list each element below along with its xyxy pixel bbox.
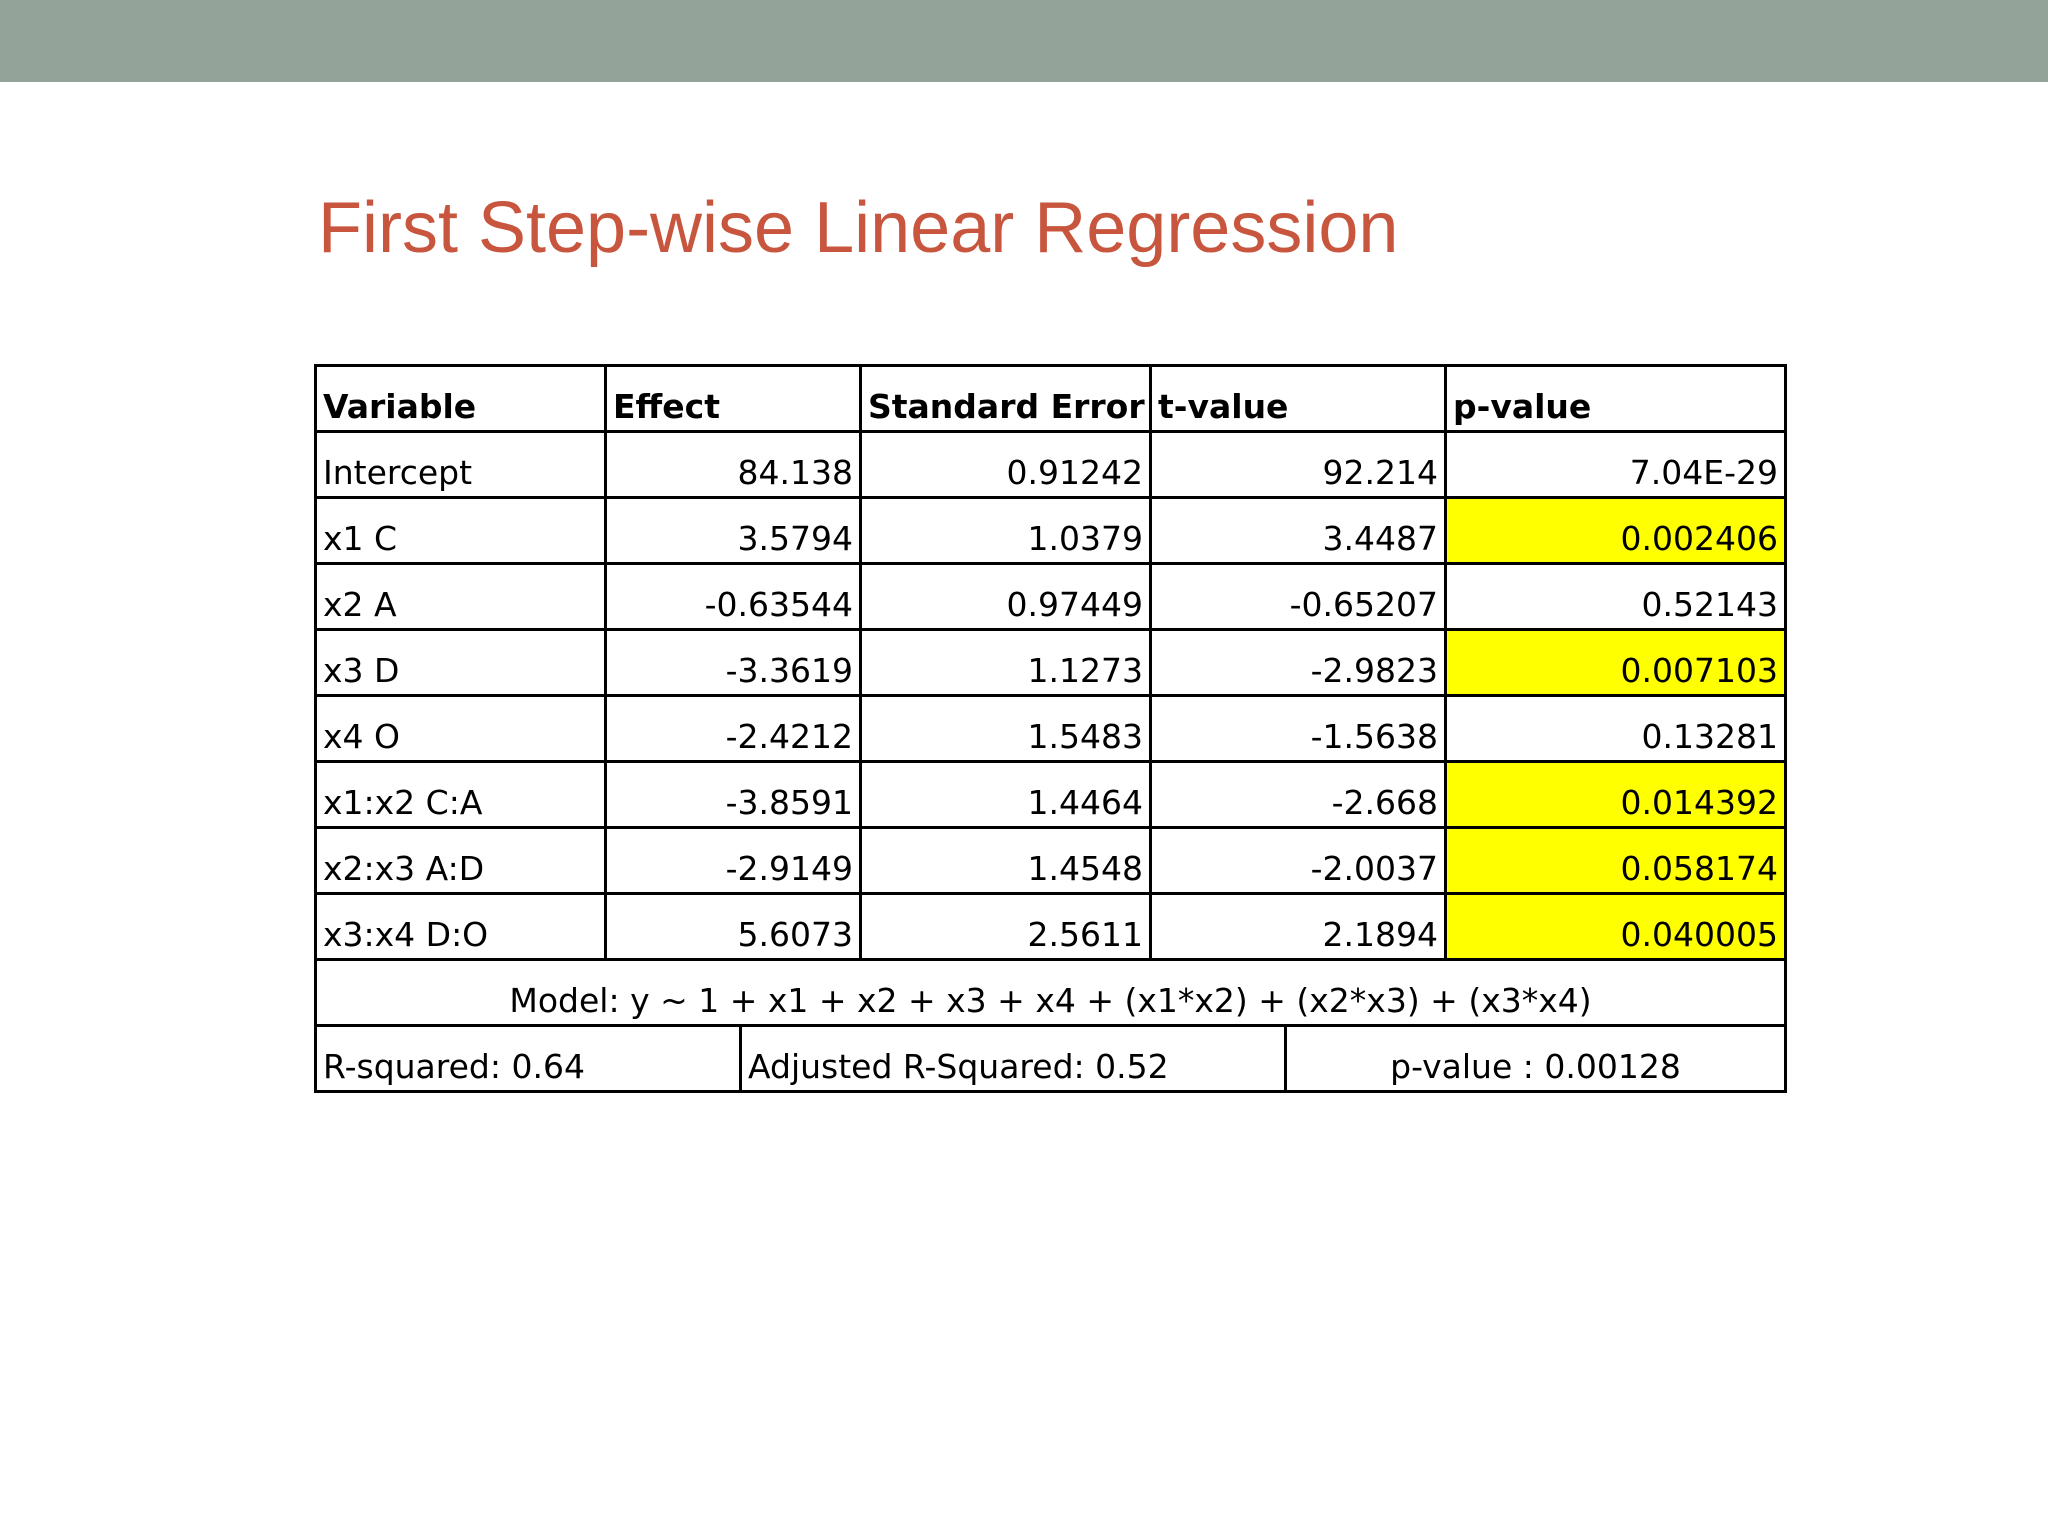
top-band bbox=[0, 0, 2048, 82]
p-value-cell-highlighted: 0.002406 bbox=[1446, 498, 1786, 564]
variable-cell: Intercept bbox=[316, 432, 606, 498]
regression-table bbox=[314, 364, 1787, 1093]
t-value-cell: -2.0037 bbox=[1151, 828, 1446, 894]
effect-cell: -3.8591 bbox=[606, 762, 861, 828]
effect-cell: -2.9149 bbox=[606, 828, 861, 894]
p-value-cell-highlighted: 0.007103 bbox=[1446, 630, 1786, 696]
std-error-cell: 1.5483 bbox=[861, 696, 1151, 762]
header-p-value: p-value bbox=[1446, 366, 1786, 432]
table-row bbox=[316, 894, 1786, 960]
p-value-cell: 0.13281 bbox=[1446, 696, 1786, 762]
std-error-cell: 1.0379 bbox=[861, 498, 1151, 564]
effect-cell: 3.5794 bbox=[606, 498, 861, 564]
t-value-cell: 92.214 bbox=[1151, 432, 1446, 498]
header-row bbox=[316, 366, 1786, 432]
header-standard-error: Standard Error bbox=[861, 366, 1151, 432]
p-value-cell-highlighted: 0.014392 bbox=[1446, 762, 1786, 828]
model-formula: Model: y ~ 1 + x1 + x2 + x3 + x4 + (x1*x2) + (x2*x3) + (x3*x4) bbox=[316, 960, 1786, 1026]
header-t-value: t-value bbox=[1151, 366, 1446, 432]
table-row bbox=[316, 564, 1786, 630]
model-row bbox=[316, 960, 1786, 1026]
t-value-cell: 3.4487 bbox=[1151, 498, 1446, 564]
table-row bbox=[316, 498, 1786, 564]
table-row bbox=[316, 432, 1786, 498]
std-error-cell: 0.97449 bbox=[861, 564, 1151, 630]
std-error-cell: 1.4464 bbox=[861, 762, 1151, 828]
effect-cell: -2.4212 bbox=[606, 696, 861, 762]
std-error-cell: 1.1273 bbox=[861, 630, 1151, 696]
p-value-cell-highlighted: 0.058174 bbox=[1446, 828, 1786, 894]
std-error-cell: 1.4548 bbox=[861, 828, 1151, 894]
r-squared: R-squared: 0.64 bbox=[316, 1026, 741, 1092]
slide-title: First Step-wise Linear Regression bbox=[318, 188, 1399, 268]
t-value-cell: -2.9823 bbox=[1151, 630, 1446, 696]
p-value-cell: 0.52143 bbox=[1446, 564, 1786, 630]
t-value-cell: -0.65207 bbox=[1151, 564, 1446, 630]
summary-row bbox=[316, 1026, 1786, 1092]
std-error-cell: 2.5611 bbox=[861, 894, 1151, 960]
p-value-cell-highlighted: 0.040005 bbox=[1446, 894, 1786, 960]
t-value-cell: -2.668 bbox=[1151, 762, 1446, 828]
header-effect: Effect bbox=[606, 366, 861, 432]
p-value-cell: 7.04E-29 bbox=[1446, 432, 1786, 498]
adjusted-r-squared: Adjusted R-Squared: 0.52 bbox=[741, 1026, 1286, 1092]
table-row bbox=[316, 762, 1786, 828]
table-row bbox=[316, 828, 1786, 894]
table-row bbox=[316, 696, 1786, 762]
header-variable: Variable bbox=[316, 366, 606, 432]
effect-cell: -3.3619 bbox=[606, 630, 861, 696]
effect-cell: 84.138 bbox=[606, 432, 861, 498]
variable-cell: x3 D bbox=[316, 630, 606, 696]
variable-cell: x2 A bbox=[316, 564, 606, 630]
variable-cell: x1 C bbox=[316, 498, 606, 564]
table-row bbox=[316, 630, 1786, 696]
variable-cell: x1:x2 C:A bbox=[316, 762, 606, 828]
model-p-value: p-value : 0.00128 bbox=[1286, 1026, 1786, 1092]
std-error-cell: 0.91242 bbox=[861, 432, 1151, 498]
t-value-cell: 2.1894 bbox=[1151, 894, 1446, 960]
effect-cell: -0.63544 bbox=[606, 564, 861, 630]
variable-cell: x2:x3 A:D bbox=[316, 828, 606, 894]
t-value-cell: -1.5638 bbox=[1151, 696, 1446, 762]
variable-cell: x3:x4 D:O bbox=[316, 894, 606, 960]
effect-cell: 5.6073 bbox=[606, 894, 861, 960]
variable-cell: x4 O bbox=[316, 696, 606, 762]
